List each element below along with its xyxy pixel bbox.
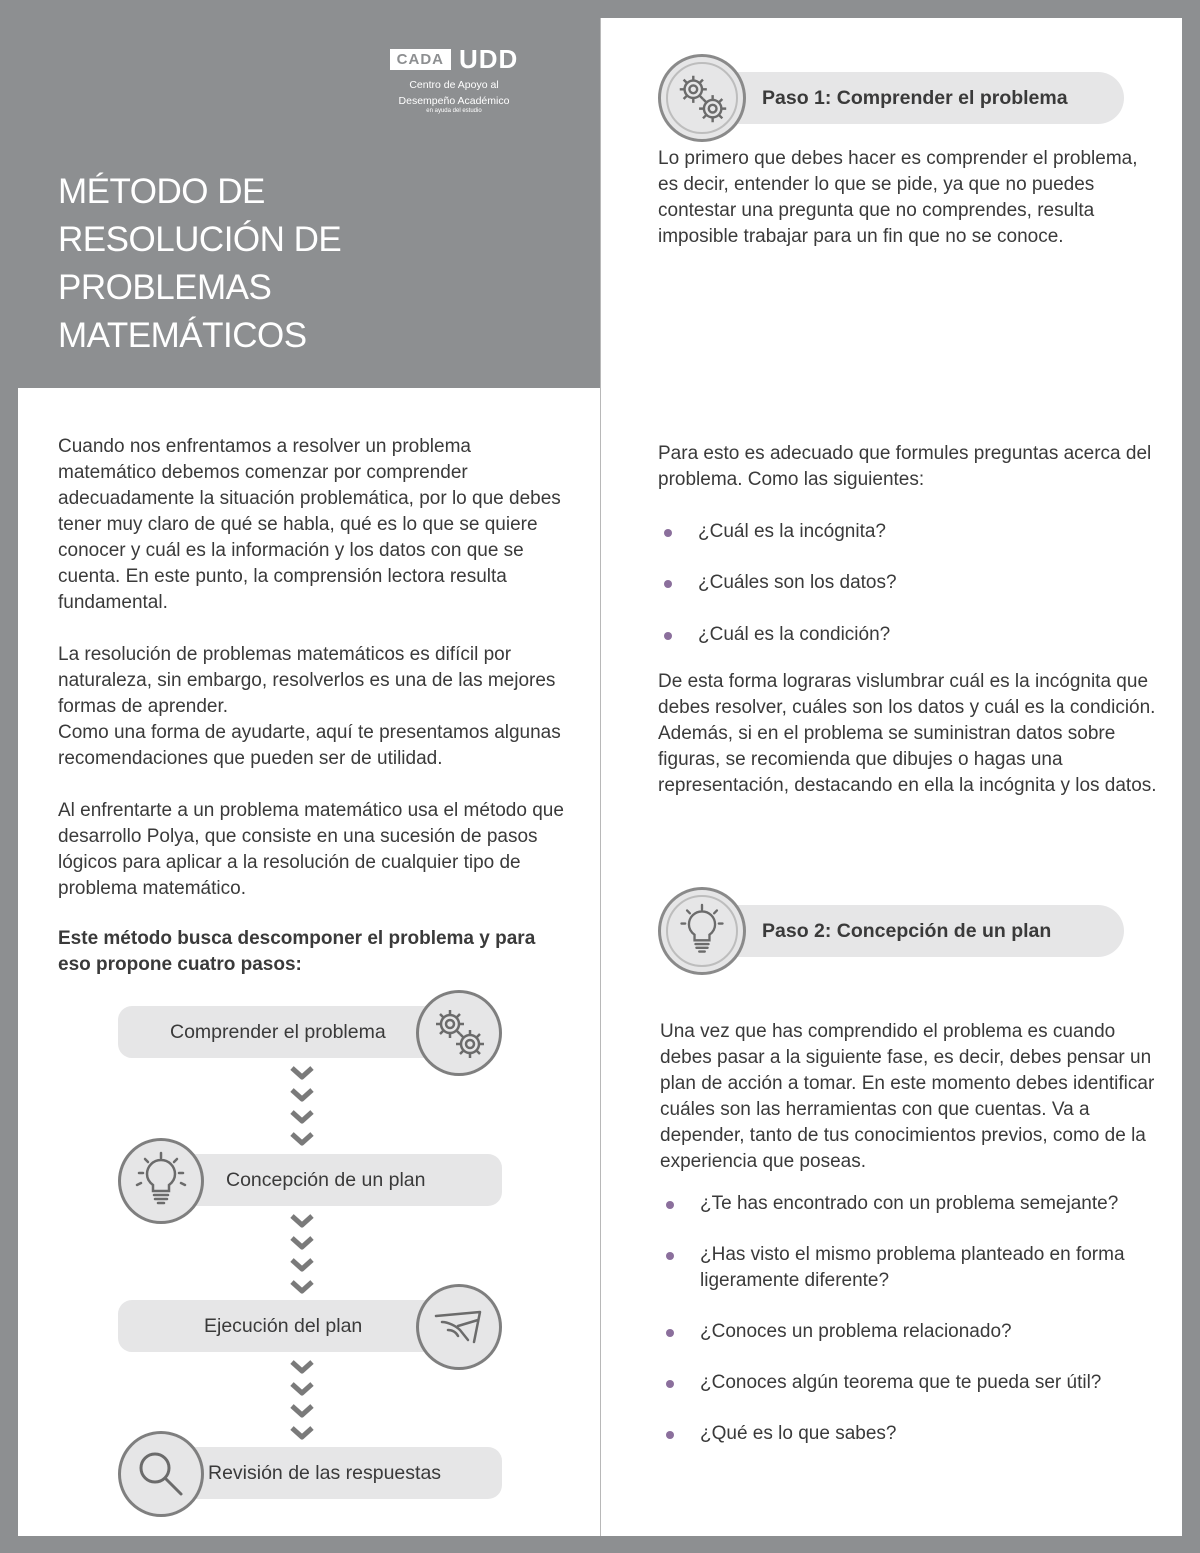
gears-icon	[416, 990, 502, 1076]
flow-step-2-label: Concepción de un plan	[226, 1168, 426, 1191]
flow-step-1-label: Comprender el problema	[170, 1020, 386, 1043]
logo-line-1: Centro de Apoyo al	[409, 79, 499, 91]
flow-step-4-label: Revisión de las respuestas	[208, 1461, 442, 1484]
list-item: ¿Qué es lo que sabes?	[660, 1421, 1130, 1447]
logo-line-2: Desempeño Académico	[398, 95, 510, 107]
step-1-title: Paso 1: Comprender el problema	[762, 86, 1068, 109]
lightbulb-icon	[658, 887, 746, 975]
page-title: MÉTODO DE RESOLUCIÓN DE PROBLEMAS MATEMÁTICOS	[58, 172, 342, 355]
lightbulb-icon	[118, 1138, 204, 1224]
list-item: ¿Te has encontrado con un problema semejante?	[660, 1191, 1130, 1217]
intro-paragraph-3: Al enfrentarte a un problema matemático usa el método que desarrollo Polya, que consiste en una sucesión de pasos lógicos para aplicar a la resolución de cualquier tipo de problema matemático.	[58, 800, 564, 899]
flow-step-3	[118, 1300, 448, 1352]
chevron-down-icon	[288, 1358, 316, 1447]
logo-line-3: en ayuda del estudio	[426, 108, 482, 114]
list-item: ¿Cuáles son los datos?	[658, 570, 1158, 596]
step-1-paragraph-3: De esta forma lograras vislumbrar cuál es la incógnita que debes resolver, cuáles son los datos y cuál es la condición. Además, si en el problema se suministran datos sobre figuras, se recomienda que dibujes o hagas una representación, destacando en ella la incógnita y los datos.	[658, 671, 1157, 796]
step-2-paragraph-1: Una vez que has comprendido el problema es cuando debes pasar a la siguiente fase, es decir, debes pensar un plan de acción a tomar. En este momento debes identificar cuáles son las herramientas con que cuentas. Va a depender, tanto de tus conocimientos previos, como de la experiencia que poseas.	[660, 1021, 1155, 1172]
list-item: ¿Cuál es la incógnita?	[658, 519, 1158, 545]
gears-icon	[658, 54, 746, 142]
flow-step-2	[178, 1154, 502, 1206]
flow-step-1	[118, 1006, 448, 1058]
step-2-questions	[660, 1191, 1130, 1447]
udd-logo: UDD	[459, 44, 519, 74]
flow-step-3-label: Ejecución del plan	[204, 1314, 363, 1337]
step-1-questions	[658, 519, 1158, 648]
chevron-down-icon	[288, 1212, 316, 1301]
chevron-down-icon	[288, 1064, 316, 1153]
intro-paragraph-4: Este método busca descomponer el problema y para eso propone cuatro pasos:	[58, 928, 536, 975]
intro-paragraph-2a: La resolución de problemas matemáticos es difícil por naturaleza, sin embargo, resolverlos es una de las mejores formas de aprender.	[58, 644, 556, 717]
step-1-paragraph-2: Para esto es adecuado que formules preguntas acerca del problema. Como las siguientes:	[658, 443, 1152, 490]
list-item: ¿Conoces algún teorema que te pueda ser útil?	[660, 1370, 1130, 1396]
flow-step-4	[178, 1447, 502, 1499]
intro-paragraph-2b: Como una forma de ayudarte, aquí te presentamos algunas recomendaciones que pueden ser de utilidad.	[58, 722, 561, 769]
list-item: ¿Cuál es la condición?	[658, 622, 1158, 648]
logo	[384, 44, 524, 114]
list-item: ¿Conoces un problema relacionado?	[660, 1319, 1130, 1345]
cada-logo: CADA	[390, 49, 451, 70]
list-item: ¿Has visto el mismo problema planteado en forma ligeramente diferente?	[660, 1242, 1130, 1294]
step-1-header	[700, 72, 1124, 124]
hand-writing-icon	[416, 1284, 502, 1370]
intro-paragraph-1: Cuando nos enfrentamos a resolver un problema matemático debemos comenzar por comprender adecuadamente la situación problemática, por lo que debes tener muy claro de qué se habla, qué es lo que se quiere conocer y cuál es la información y los datos con que se cuenta. En este punto, la comprensión lectora resulta fundamental.	[58, 436, 561, 613]
step-2-title: Paso 2: Concepción de un plan	[762, 919, 1052, 942]
step-2-header	[700, 905, 1124, 957]
magnifier-icon	[118, 1431, 204, 1517]
step-1-paragraph-1: Lo primero que debes hacer es comprender el problema, es decir, entender lo que se pide, ya que no puedes contestar una pregunta que no comprendes, resulta imposible trabajar para un fin que no se conoce.	[658, 148, 1138, 247]
